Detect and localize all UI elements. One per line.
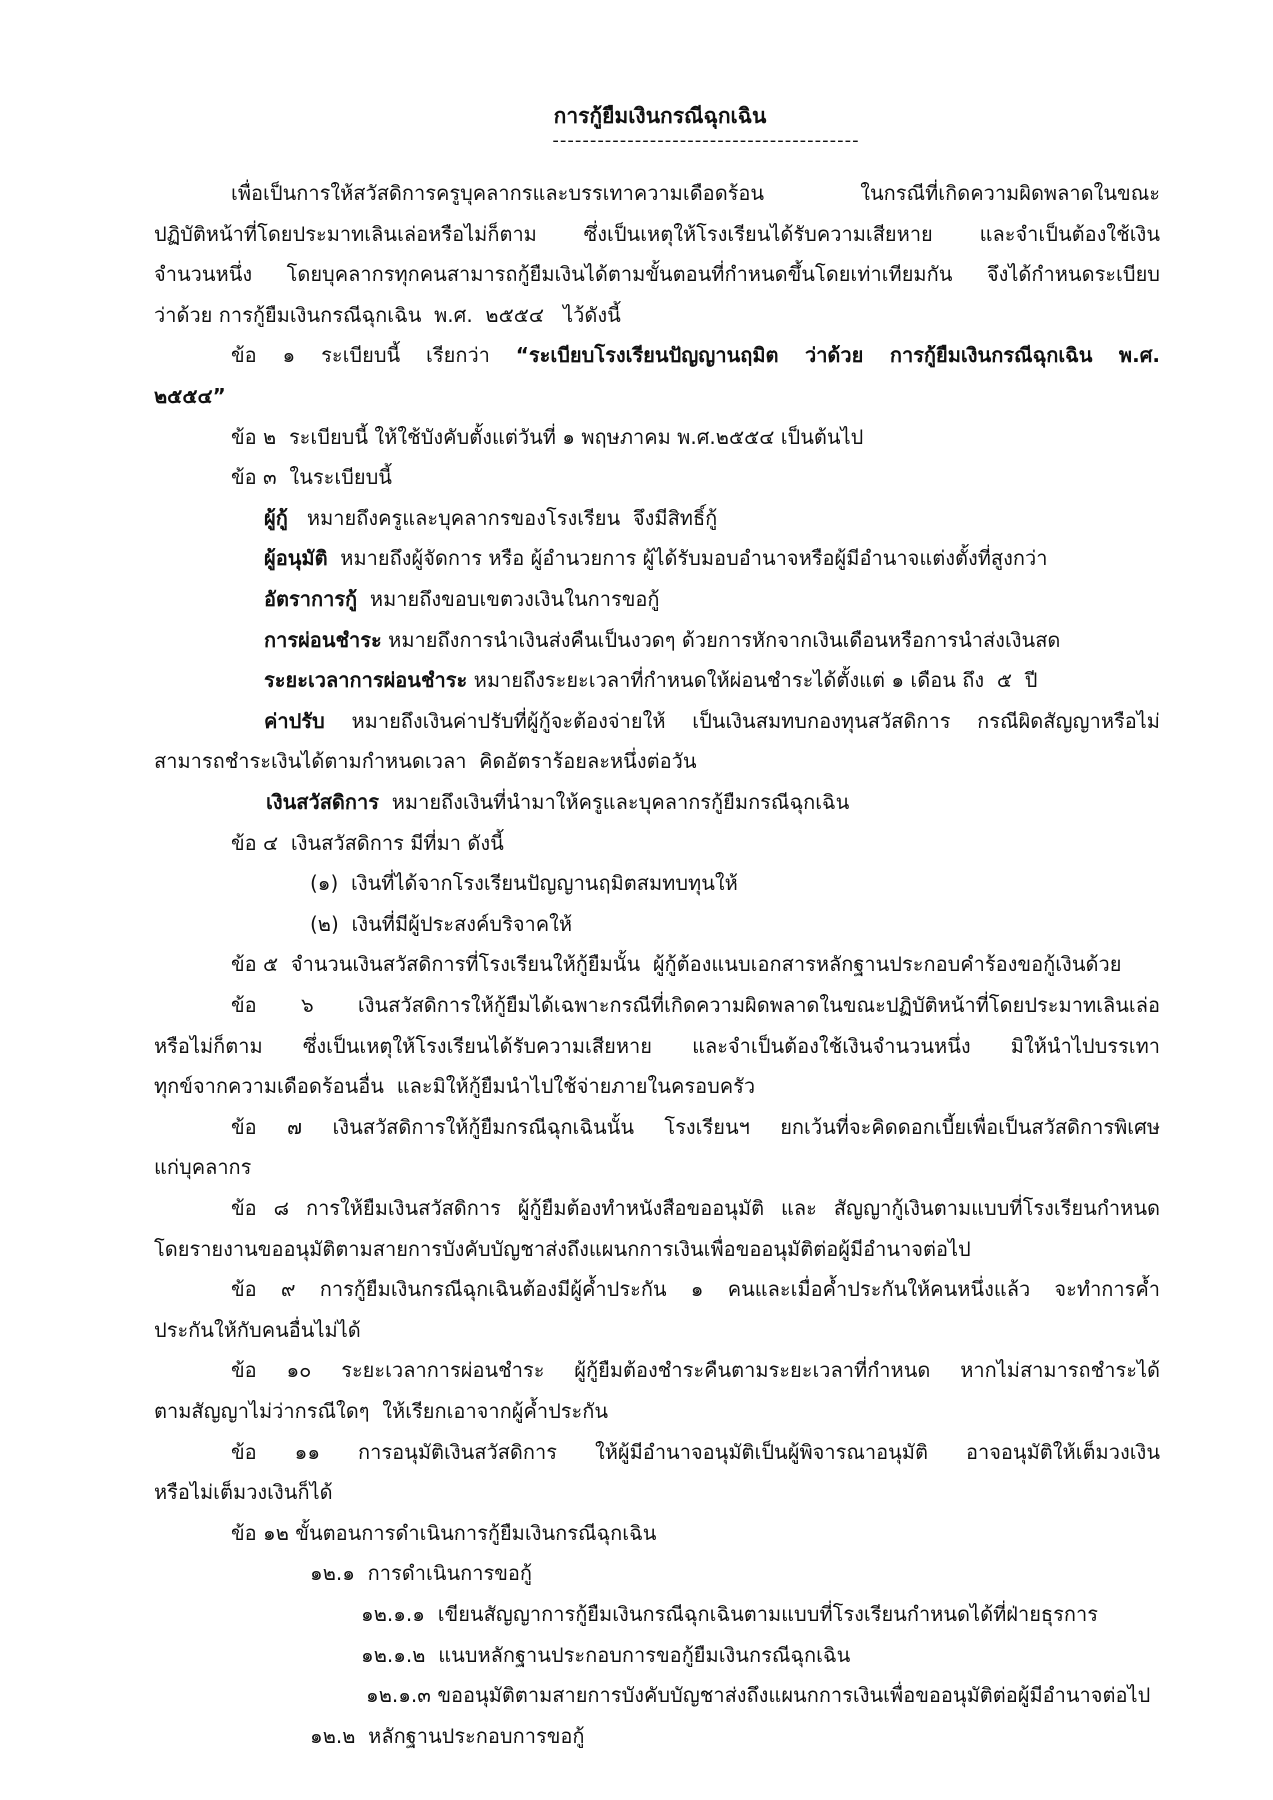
text-segment: (๒) เงินที่มีผู้ประสงค์บริจาคให้ <box>310 911 573 936</box>
text-segment: (๑) เงินที่ได้จากโรงเรียนปัญญานฤมิตสมทบทุนให้ <box>310 871 738 896</box>
text-segment: หมายถึงเงินที่นำมาให้ครูและบุคลากรกู้ยืมกรณีฉุกเฉิน <box>379 790 850 814</box>
text-segment: ๑๒.๑.๑ เขียนสัญญาการกู้ยืมเงินกรณีฉุกเฉินตามแบบที่โรงเรียนกำหนดได้ที่ฝ่ายธุรการ <box>361 1602 1098 1626</box>
text-line <box>231 985 1160 1025</box>
text-line <box>361 1594 1160 1634</box>
text-line <box>264 701 1160 741</box>
bold-term: การผ่อนชำระ <box>264 627 382 652</box>
text-segment: ข้อ ๗ เงินสวัสดิการให้กู้ยืมกรณีฉุกเฉินนั้น โรงเรียนฯ ยกเว้นที่จะคิดดอกเบี้ยเพื่อเป็นสวัสดิการพิเศษ <box>231 1114 1160 1139</box>
text-segment: หมายถึงขอบเขตวงเงินในการขอกู้ <box>357 587 660 611</box>
text-segment: ข้อ ๒ ระเบียบนี้ ให้ใช้บังคับตั้งแต่วันที่ ๑ พฤษภาคม พ.ศ.๒๕๕๔ เป็นต้นไป <box>231 424 864 449</box>
text-line <box>154 214 1160 254</box>
text-line <box>154 1066 1160 1106</box>
text-segment: ข้อ ๔ เงินสวัสดิการ มีที่มา ดังนี้ <box>231 830 504 855</box>
text-line <box>264 620 1160 660</box>
text-line <box>264 660 1160 700</box>
text-line <box>154 295 1160 335</box>
text-segment: สามารถชำระเงินได้ตามกำหนดเวลา คิดอัตราร้อยละหนึ่งต่อวัน <box>154 749 697 774</box>
text-segment: ทุกข์จากความเดือดร้อนอื่น และมิให้กู้ยืมนำไปใช้จ่ายภายในครอบครัว <box>154 1074 756 1099</box>
text-segment: ตามสัญญาไม่ว่ากรณีใดๆ ให้เรียกเอาจากผู้ค้ำประกัน <box>154 1399 609 1423</box>
text-line <box>154 1229 1160 1269</box>
bold-term: ผู้กู้ <box>264 505 288 530</box>
text-line <box>231 173 1160 213</box>
text-line <box>231 417 1160 457</box>
text-line <box>231 1350 1160 1390</box>
text-segment: หมายถึงระยะเวลาที่กำหนดให้ผ่อนชำระได้ตั้งแต่ ๑ เดือน ถึง ๕ ปี <box>467 668 1038 693</box>
text-line <box>310 1553 1160 1593</box>
text-segment: ข้อ ๙ การกู้ยืมเงินกรณีฉุกเฉินต้องมีผู้ค้ำประกัน ๑ คนและเมื่อค้ำประกันให้คนหนึ่งแล้ว จะทำการค้ำ <box>231 1277 1160 1302</box>
text-line <box>231 1269 1160 1309</box>
text-segment: ข้อ ๕ จำนวนเงินสวัสดิการที่โรงเรียนให้กู้ยืมนั้น ผู้กู้ต้องแนบเอกสารหลักฐานประกอบคำร้องขอกู้เงินด้วย <box>231 952 1122 977</box>
text-segment: หมายถึงผู้จัดการ หรือ ผู้อำนวยการ ผู้ได้รับมอบอำนาจหรือผู้มีอำนาจแต่งตั้งที่สูงกว่า <box>327 546 1048 571</box>
text-line <box>231 1513 1160 1553</box>
text-segment: หมายถึงการนำเงินส่งคืนเป็นงวดๆ ด้วยการหักจากเงินเดือนหรือการนำส่งเงินสด <box>381 627 1061 652</box>
text-line <box>366 1675 1160 1715</box>
text-line <box>154 1472 1160 1512</box>
bold-term: ค่าปรับ <box>264 708 325 733</box>
text-line <box>310 863 1160 903</box>
text-segment: ๑๒.๑.๓ ขออนุมัติตามสายการบังคับบัญชาส่งถึงแผนกการเงินเพื่อขออนุมัติต่อผู้มีอำนาจต่อไป <box>366 1683 1151 1708</box>
document-title: การกู้ยืมเงินกรณีฉุกเฉิน <box>553 104 767 128</box>
text-line <box>264 498 1160 538</box>
text-line <box>310 904 1160 944</box>
text-segment: เพื่อเป็นการให้สวัสดิการครูบุคลากรและบรรเทาความเดือดร้อน ในกรณีที่เกิดความผิดพลาดในขณะ <box>231 181 1160 205</box>
text-line <box>264 579 1160 619</box>
text-segment: ข้อ ๓ ในระเบียบนี้ <box>231 465 392 490</box>
text-line <box>154 1391 1160 1431</box>
text-line <box>310 1716 1160 1756</box>
text-line <box>231 457 1160 497</box>
text-segment: โดยรายงานขออนุมัติตามสายการบังคับบัญชาส่งถึงแผนกการเงินเพื่อขออนุมัติต่อผู้มีอำนาจต่อไป <box>154 1236 971 1261</box>
text-line <box>231 335 1160 375</box>
text-line <box>231 1107 1160 1147</box>
text-line <box>231 1432 1160 1472</box>
text-segment: ๑๒.๑.๒ แนบหลักฐานประกอบการขอกู้ยืมเงินกรณีฉุกเฉิน <box>361 1642 851 1667</box>
text-line <box>361 1635 1160 1675</box>
bold-term: เงินสวัสดิการ <box>266 790 379 814</box>
text-line <box>231 823 1160 863</box>
text-segment: หรือไม่ก็ตาม ซึ่งเป็นเหตุให้โรงเรียนได้รับความเสียหาย และจำเป็นต้องใช้เงินจำนวนหนึ่ง มิให้นำไปบรรเทา <box>154 1033 1160 1058</box>
text-segment: ๑๒.๑ การดำเนินการขอกู้ <box>310 1561 533 1586</box>
text-line <box>154 741 1160 781</box>
text-line <box>154 376 1160 416</box>
text-segment: ว่าด้วย การกู้ยืมเงินกรณีฉุกเฉิน พ.ศ. ๒๕๕๔ ไว้ดังนี้ <box>154 302 621 327</box>
bold-term: ระยะเวลาการผ่อนชำระ <box>264 668 468 693</box>
text-segment: ข้อ ๘ การให้ยืมเงินสวัสดิการ ผู้กู้ยืมต้องทำหนังสือขออนุมัติ และ สัญญากู้เงินตามแบบที่โรงเรียนกำหนด <box>231 1196 1160 1220</box>
text-line <box>154 1310 1160 1350</box>
text-segment: ปฏิบัติหน้าที่โดยประมาทเลินเล่อหรือไม่ก็ตาม ซึ่งเป็นเหตุให้โรงเรียนได้รับความเสียหาย และจำเป็นต้องใช้เงิน <box>154 221 1160 246</box>
text-line <box>264 538 1160 578</box>
text-segment: ข้อ ๑ ระเบียบนี้ เรียกว่า <box>231 343 516 368</box>
text-line <box>266 782 1160 822</box>
bold-term: อัตราการกู้ <box>264 587 358 611</box>
text-segment: หมายถึงครูและบุคลากรของโรงเรียน จึงมีสิทธิ์กู้ <box>287 505 718 530</box>
text-segment: ข้อ ๑๐ ระยะเวลาการผ่อนชำระ ผู้กู้ยืมต้องชำระคืนตามระยะเวลาที่กำหนด หากไม่สามารถชำระได้ <box>231 1358 1160 1383</box>
text-segment: แก่บุคลากร <box>154 1155 252 1180</box>
text-line <box>231 1188 1160 1228</box>
title-divider: ----------------------------------------- <box>552 130 860 151</box>
text-segment: หมายถึงเงินค่าปรับที่ผู้กู้จะต้องจ่ายให้ เป็นเงินสมทบกองทุนสวัสดิการ กรณีผิดสัญญาหรือไม่ <box>324 708 1160 733</box>
text-segment: จำนวนหนึ่ง โดยบุคลากรทุกคนสามารถกู้ยืมเงินได้ตามขั้นตอนที่กำหนดขึ้นโดยเท่าเทียมกัน จึงได้กำหนดระเบียบ <box>154 262 1160 287</box>
text-line <box>231 944 1160 984</box>
text-segment: ข้อ ๖ เงินสวัสดิการให้กู้ยืมได้เฉพาะกรณีที่เกิดความผิดพลาดในขณะปฏิบัติหน้าที่โดยประมาทเลินเล่อ <box>231 993 1160 1017</box>
text-segment: ๑๒.๒ หลักฐานประกอบการขอกู้ <box>310 1723 585 1748</box>
text-line <box>154 1026 1160 1066</box>
bold-term: “ระเบียบโรงเรียนปัญญานฤมิต ว่าด้วย การกู้ยืมเงินกรณีฉุกเฉิน พ.ศ. <box>515 343 1160 368</box>
text-line <box>154 1147 1160 1187</box>
text-segment: ประกันให้กับคนอื่นไม่ได้ <box>154 1317 361 1342</box>
bold-term: ผู้อนุมัติ <box>264 546 328 571</box>
text-segment: หรือไม่เต็มวงเงินก็ได้ <box>154 1480 333 1505</box>
text-line <box>154 254 1160 294</box>
bold-term: ๒๕๕๔” <box>154 384 226 408</box>
text-segment: ข้อ ๑๒ ขั้นตอนการดำเนินการกู้ยืมเงินกรณีฉุกเฉิน <box>231 1520 657 1545</box>
text-segment: ข้อ ๑๑ การอนุมัติเงินสวัสดิการ ให้ผู้มีอำนาจอนุมัติเป็นผู้พิจารณาอนุมัติ อาจอนุมัติให้เต็มวงเงิน <box>231 1439 1160 1464</box>
